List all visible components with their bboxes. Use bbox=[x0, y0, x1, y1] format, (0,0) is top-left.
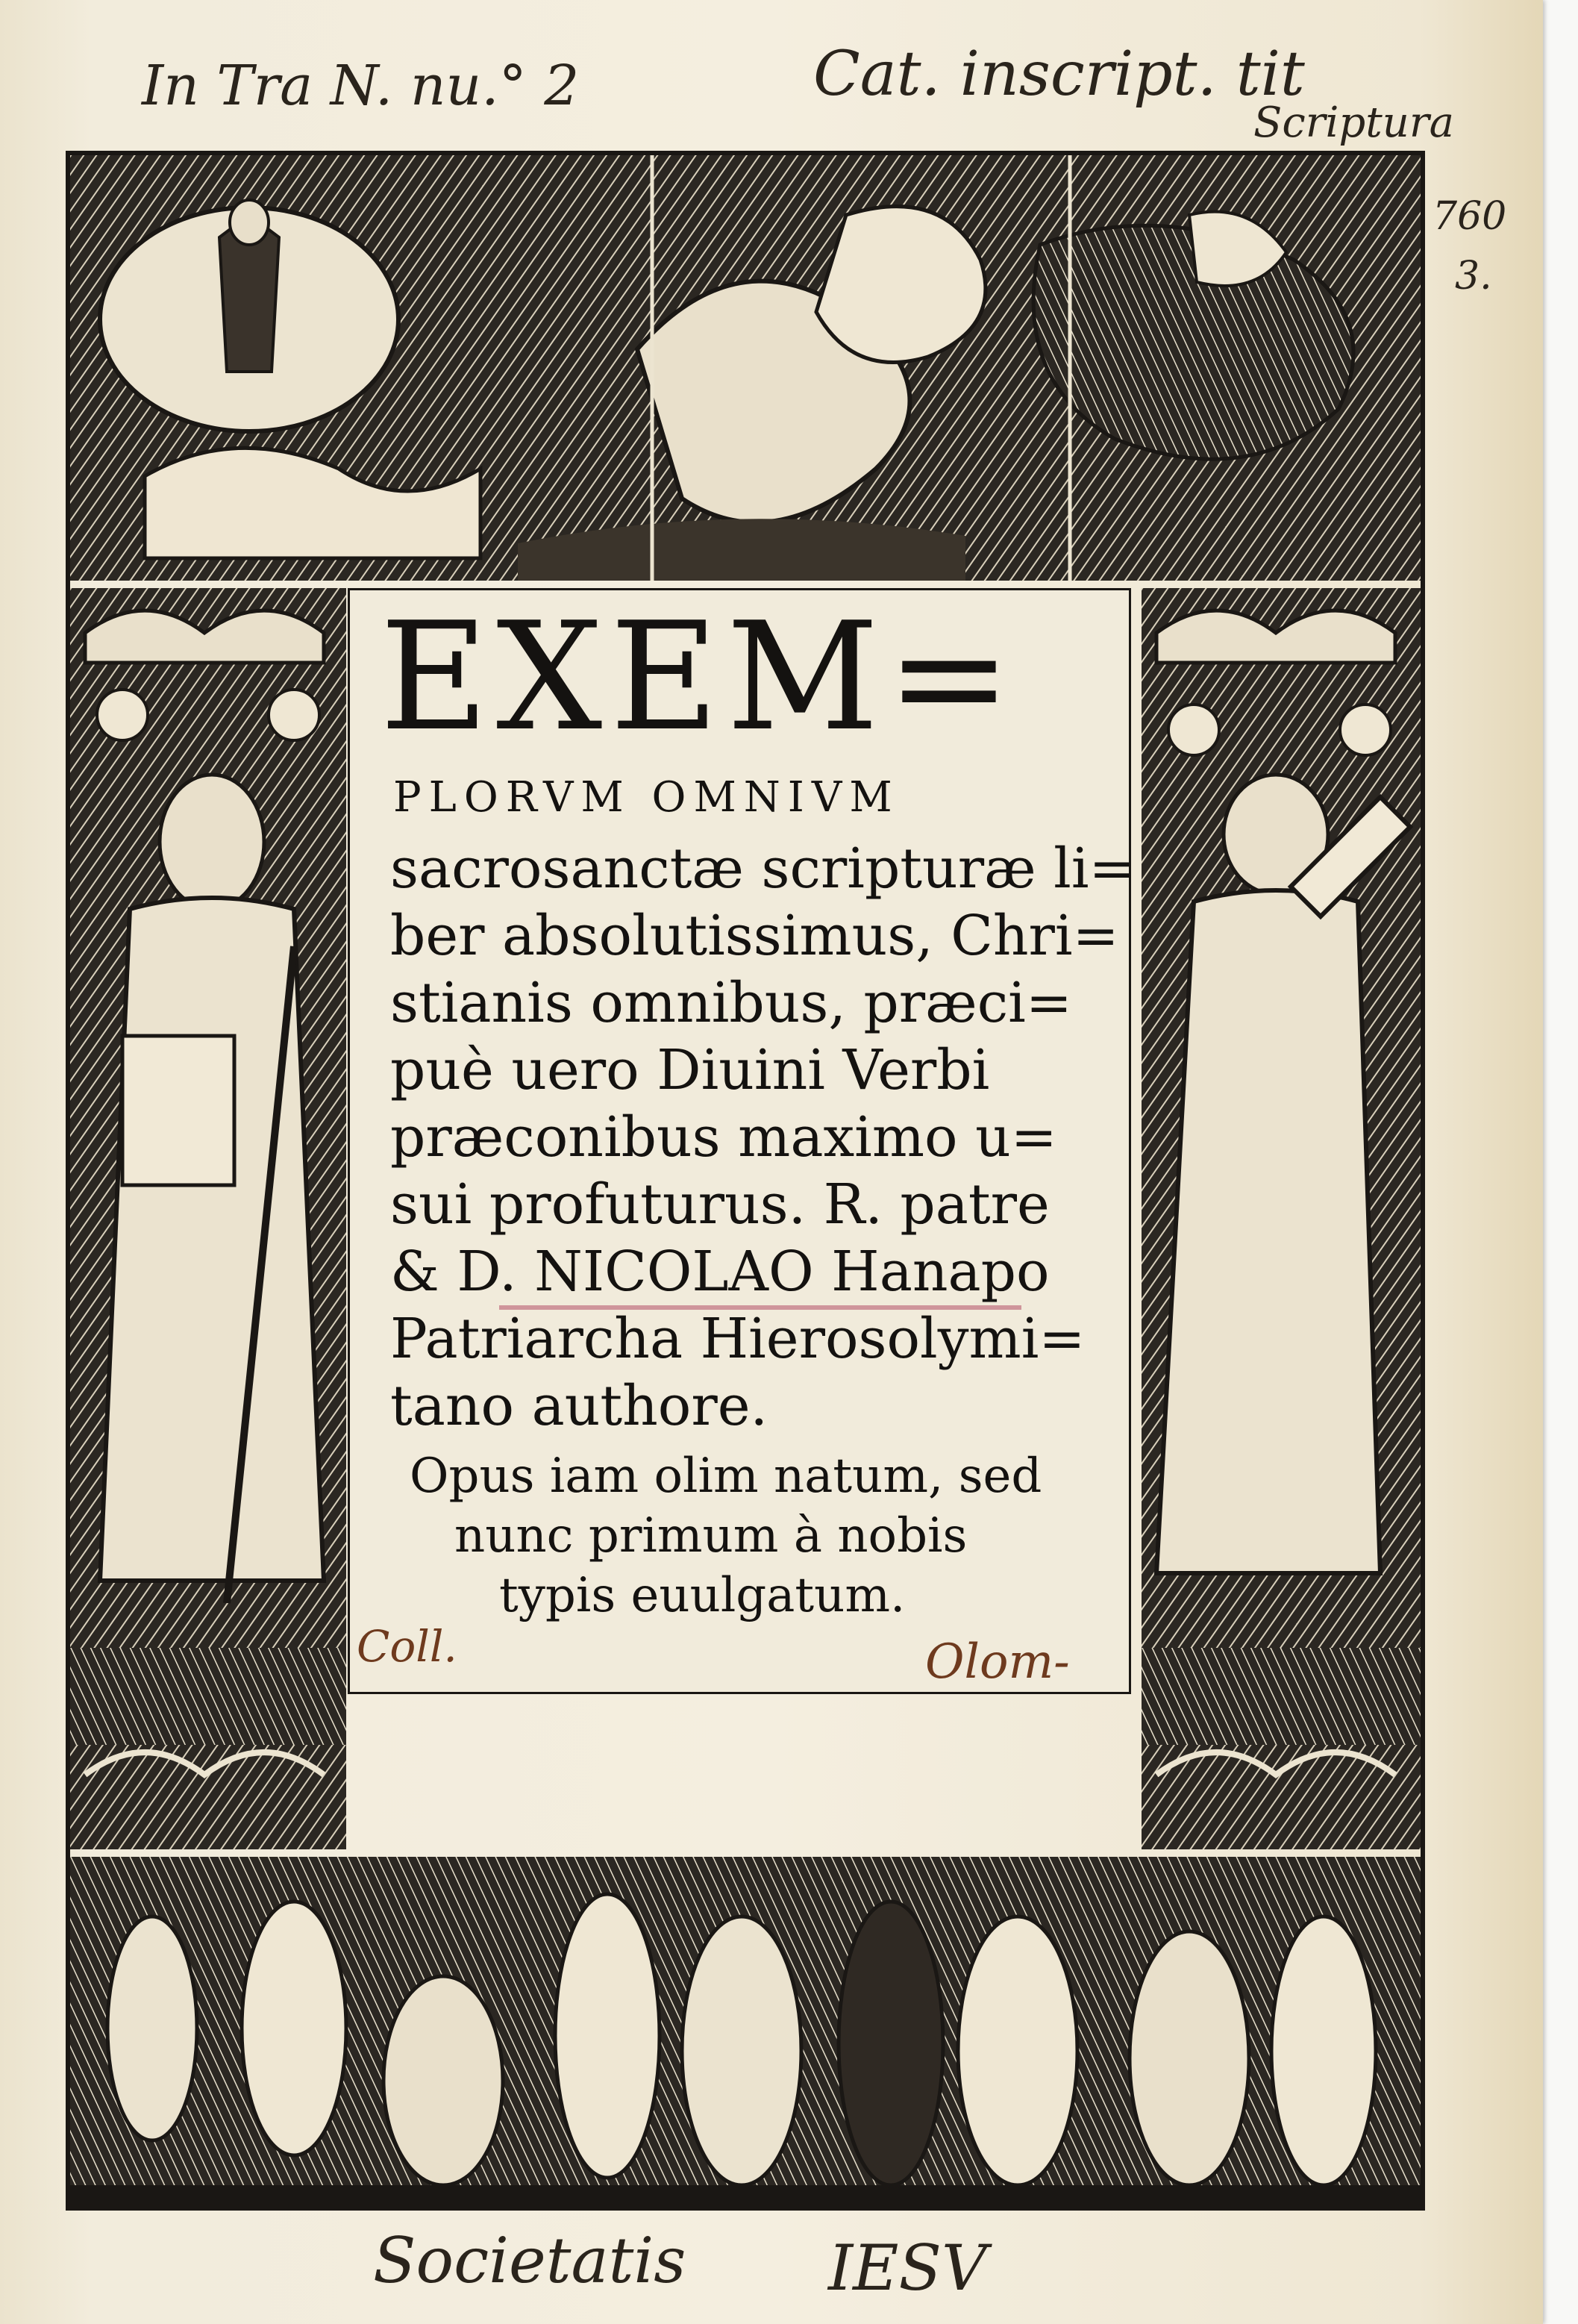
woodcut-bottom-panel bbox=[70, 1857, 1421, 2206]
woodcut-top-illustration bbox=[70, 155, 1421, 581]
title-line-13: nunc primum à nobis bbox=[454, 1508, 968, 1564]
title-line-9: & D. NICOLAO Hanapo bbox=[390, 1240, 1050, 1304]
title-line-8: sui profuturus. R. patre bbox=[390, 1172, 1050, 1237]
catalog-note-volume: 3. bbox=[1455, 254, 1492, 299]
shelfmark-note: In Tra N. nu.° 2 bbox=[142, 54, 580, 118]
title-line-10: Patriarcha Hierosolymi= bbox=[390, 1307, 1086, 1371]
title-line-4: ber absolutissimus, Chri= bbox=[390, 904, 1119, 968]
provenance-note-societatis: Societatis bbox=[373, 2224, 686, 2297]
title-line-11: tano authore. bbox=[390, 1374, 768, 1438]
woodcut-border bbox=[66, 151, 1425, 2211]
title-line-1: EXEM= bbox=[380, 590, 1019, 764]
catalog-note-scriptura: Scriptura bbox=[1253, 99, 1454, 147]
catalog-note-number: 760 bbox=[1433, 194, 1507, 239]
title-line-2: PLORVM OMNIVM bbox=[393, 773, 900, 822]
provenance-note-olom: Olom- bbox=[925, 1634, 1070, 1690]
woodcut-procession-scene bbox=[70, 1857, 1421, 2206]
provenance-note-iesv: IESV bbox=[828, 2231, 987, 2305]
catalog-note: Cat. inscript. tit bbox=[813, 39, 1305, 110]
woodcut-right-panel bbox=[1142, 588, 1421, 1849]
title-line-3: sacrosanctæ scripturæ li= bbox=[390, 837, 1136, 901]
woodcut-left-panel bbox=[70, 588, 346, 1849]
title-line-5: stianis omnibus, præci= bbox=[390, 971, 1072, 1035]
woodcut-top-panel bbox=[70, 155, 1421, 581]
title-line-14: typis euulgatum. bbox=[499, 1568, 906, 1623]
title-line-12: Opus iam olim natum, sed bbox=[410, 1449, 1042, 1504]
title-line-7: præconibus maximo u= bbox=[390, 1105, 1057, 1169]
title-line-6: puè uero Diuini Verbi bbox=[390, 1038, 990, 1102]
provenance-note-coll: Coll. bbox=[357, 1621, 457, 1672]
title-block bbox=[348, 588, 1136, 1694]
woodcut-saint-peter bbox=[1142, 588, 1421, 1849]
woodcut-saint-moses bbox=[70, 588, 346, 1849]
